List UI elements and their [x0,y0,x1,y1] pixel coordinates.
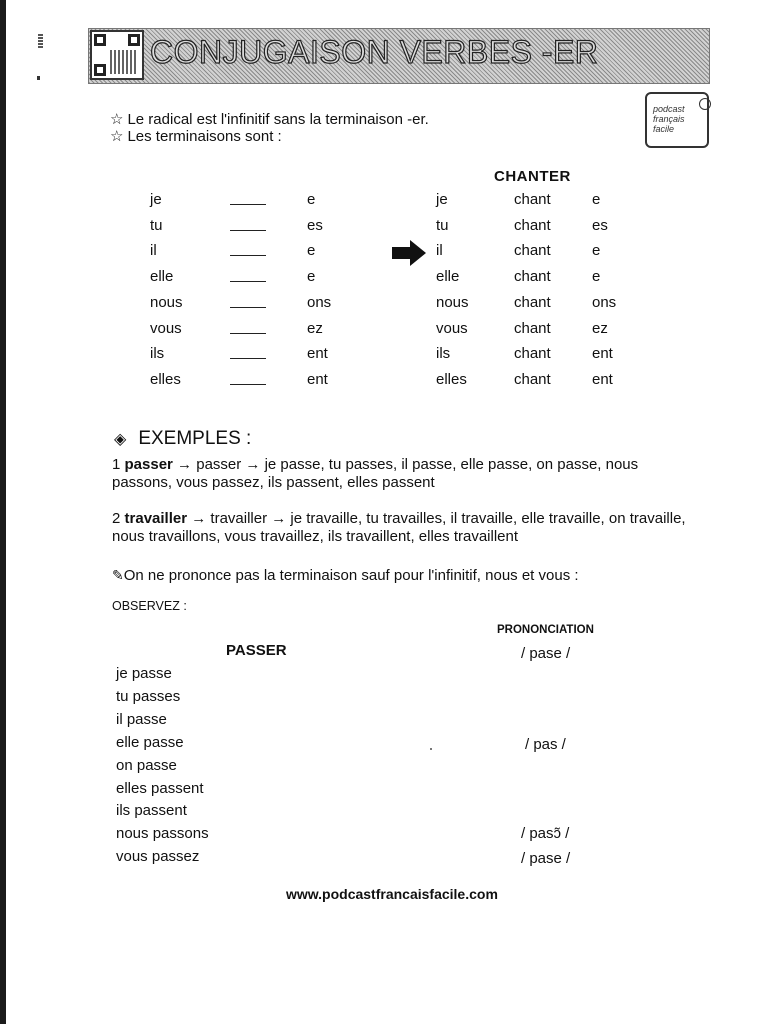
blank-line [230,281,266,282]
qr-code-icon [90,30,144,80]
pronoun-left: tu [150,216,163,234]
ending-left: e [307,191,316,208]
ending-left: es [307,216,323,234]
ending-right: ent [592,370,613,388]
ending-right: ons [592,293,617,311]
intro-line-2: ☆ Les terminaisons sont : [110,128,282,145]
pronunciation-2: / pas / [525,736,566,753]
ending-left: ons [307,293,332,311]
pronoun-right: il [436,242,443,260]
ending-right: e [592,268,601,286]
example-2: 2 travailler → travailler → je travaille, tu travailles, il travaille, elle travaille, on travaille, nous travaillons, vous travaillez, ils travaillent, elles travaillent [112,510,686,545]
logo-text: podcast français facile [653,104,685,134]
logo-ring-icon [699,98,711,110]
pronoun-left: ils [150,345,165,363]
star-icon: ☆ [110,128,124,145]
stem: chant [514,345,551,363]
diamond-icon: ◈ [114,431,127,448]
pronoun-right: nous [436,293,469,311]
passer-form: tu passes [116,687,181,705]
blank-line [230,307,266,308]
stem: chant [514,242,551,260]
intro-line-1: ☆ Le radical est l'infinitif sans la terminaison -er. [110,111,429,128]
ending-left: ez [307,319,323,337]
blank-line [230,204,266,205]
stem: chant [514,319,551,337]
pronoun-left: elle [150,268,174,286]
ending-right: ez [592,319,608,337]
blank-line [230,230,266,231]
passer-form: elle passe [116,733,184,751]
arrow-right-icon [392,240,426,266]
passer-form: je passe [116,665,172,682]
stem: chant [514,216,551,234]
passer-form: nous passons [116,825,209,843]
pin-icon: ✎ [112,567,124,583]
ending-left: e [307,242,316,260]
pronoun-right: ils [436,345,451,363]
pronunciation-note: ✎On ne prononce pas la terminaison sauf pour l'infinitif, nous et vous : [112,567,579,584]
pronoun-right: elles [436,370,467,388]
blank-line [230,384,266,385]
pronoun-right: tu [436,216,449,234]
blank-line [230,333,266,334]
scan-speck [430,748,432,750]
examples-heading: ◈ EXEMPLES : [114,428,252,449]
pronunciation-3: / pasɔ̃ / [521,825,570,842]
podcast-logo [645,92,709,148]
stem: chant [514,293,551,311]
pronunciation-heading: PRONONCIATION [497,624,594,636]
footer-url: www.podcastfrancaisfacile.com [286,886,498,902]
blank-line [230,358,266,359]
ending-left: ent [307,370,328,388]
pronoun-left: je [150,191,162,208]
pronoun-left: elles [150,370,181,388]
ending-right: ent [592,345,613,363]
pronoun-right: vous [436,319,468,337]
scan-mark [38,34,43,48]
example-1: 1 passer → passer → je passe, tu passes, il passe, elle passe, on passe, nous passons, vous passez, ils passent, elles passent [112,456,639,491]
pronoun-right: elle [436,268,460,286]
passer-form: on passe [116,756,177,774]
ending-left: e [307,268,316,286]
pronunciation-4: / pase / [521,850,571,867]
passer-heading: PASSER [226,642,287,659]
ending-right: e [592,191,601,208]
ending-right: e [592,242,601,260]
scan-mark [37,76,40,80]
ending-left: ent [307,345,328,363]
page-title: CONJUGAISON VERBES -ER [150,34,599,70]
pronoun-left: vous [150,319,182,337]
blank-line [230,255,266,256]
passer-form: ils passent [116,802,187,820]
observe-label: OBSERVEZ : [112,599,187,613]
stem: chant [514,268,551,286]
pronoun-left: il [150,242,157,260]
ending-right: es [592,216,608,234]
pronunciation-1: / pase / [521,645,571,662]
passer-form: vous passez [116,848,200,866]
passer-form: il passe [116,710,167,728]
passer-form: elles passent [116,779,204,797]
verb-heading: CHANTER [494,168,571,185]
pronoun-right: je [436,191,448,208]
scan-edge [0,0,6,1024]
stem: chant [514,191,551,208]
stem: chant [514,370,551,388]
pronoun-left: nous [150,293,183,311]
star-icon: ☆ [110,111,124,128]
